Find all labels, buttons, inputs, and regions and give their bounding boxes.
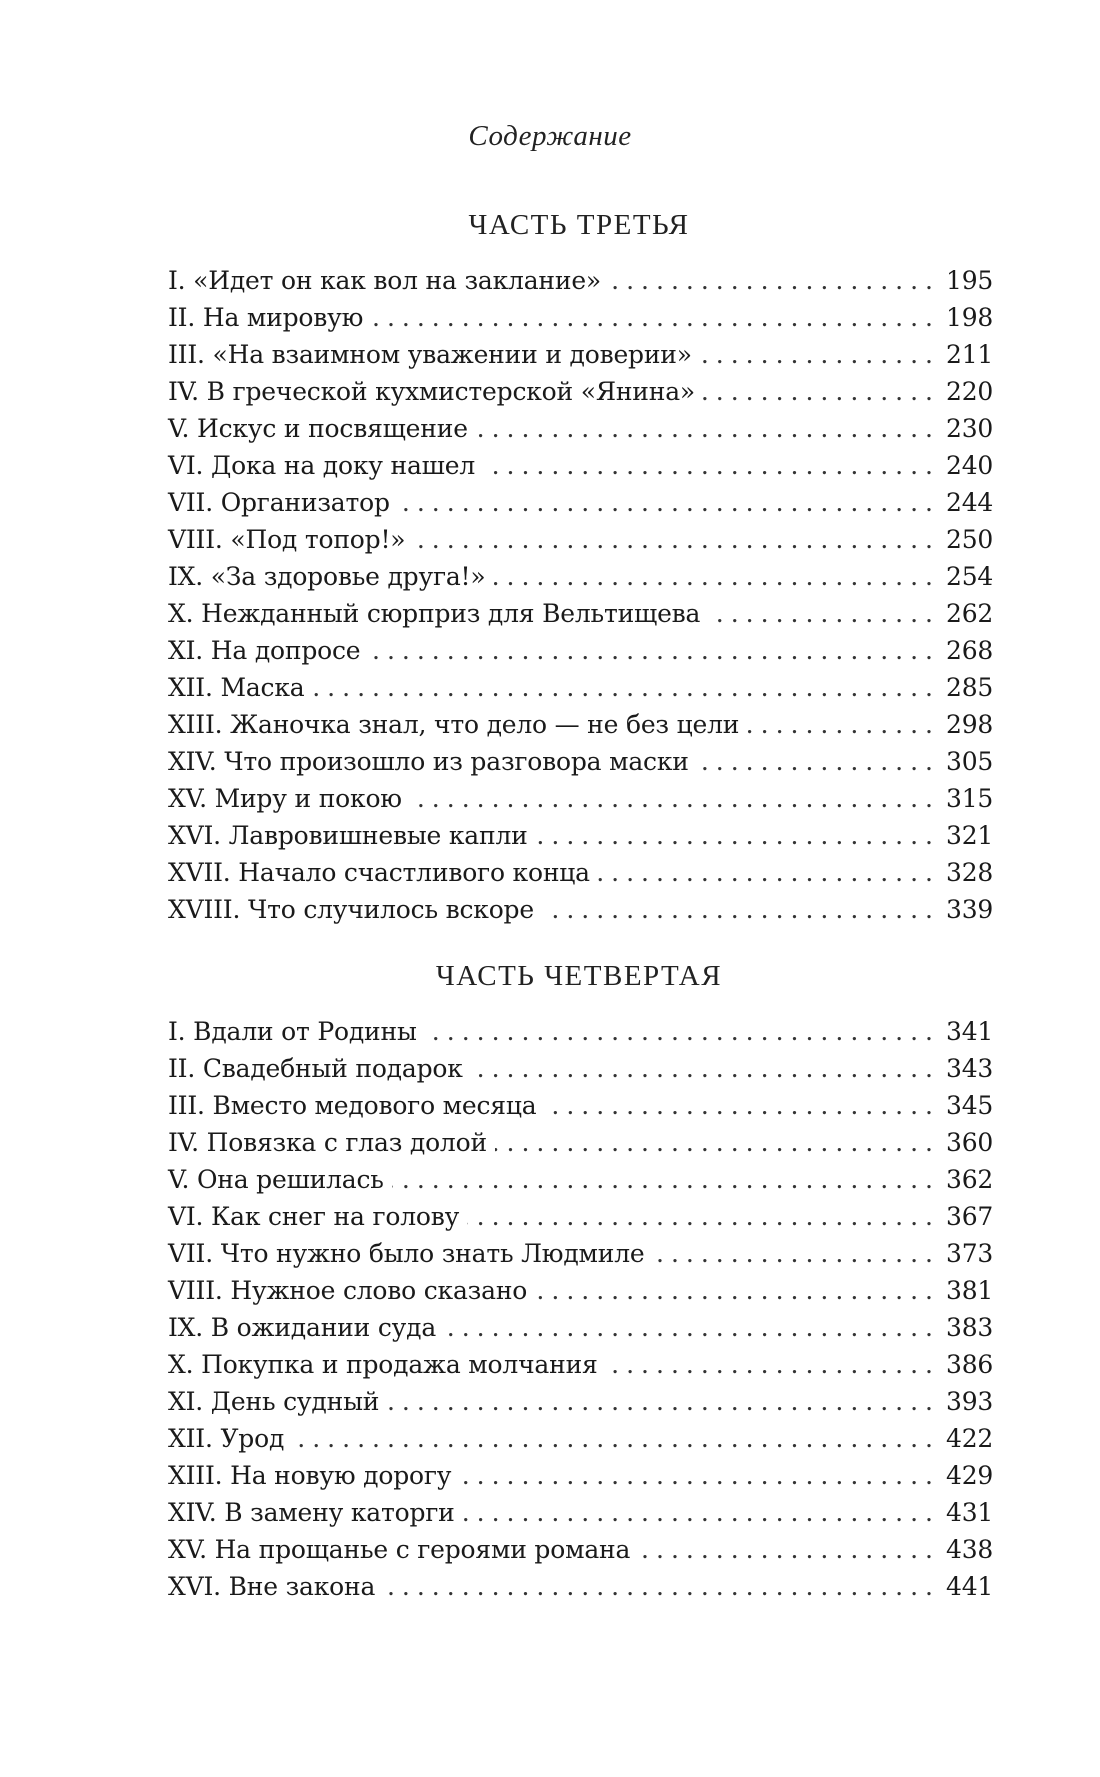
toc-entry-title: IX. «За здоровье друга!» [168,562,486,591]
toc-entry-title: XII. Маска [168,673,305,702]
toc-page-number: 254 [946,562,994,591]
dot-leader [697,743,940,780]
toc-entry[interactable] [168,1309,994,1346]
toc-page-number: 343 [946,1054,994,1083]
dot-leader [483,447,940,484]
toc-entry[interactable] [168,1087,994,1124]
dot-leader [638,1531,940,1568]
dot-leader [444,1309,940,1346]
toc-page-number: 244 [946,488,994,517]
toc-entry-title: VIII. Нужное слово сказано [168,1276,528,1305]
part-three-section [168,205,994,928]
toc-page-number: 438 [946,1535,994,1564]
dot-leader [368,632,940,669]
dot-leader [536,817,940,854]
dot-leader [398,484,940,521]
toc-page-number: 285 [946,673,994,702]
toc-entry-title: IV. В греческой кухмистерской «Янина» [168,377,696,406]
toc-entry-title: XVII. Начало счастливого конца [168,858,590,887]
toc-entry[interactable] [168,1124,994,1161]
part-four-section [168,956,994,1605]
dot-leader [495,1124,940,1161]
dot-leader [535,1272,940,1309]
toc-entry[interactable] [168,1420,994,1457]
toc-entry-title: VII. Организатор [168,488,390,517]
dot-leader [463,1494,940,1531]
toc-page-number: 345 [946,1091,994,1120]
toc-page-number: 315 [946,784,994,813]
toc-entry-title: VIII. «Под топор!» [168,525,406,554]
toc-entry-title: V. Она решилась [168,1165,384,1194]
toc-entry-title: XVIII. Что случилось вскоре [168,895,534,924]
toc-page-number: 422 [946,1424,994,1453]
toc-entry-title: XIII. На новую дорогу [168,1461,452,1490]
toc-entry-title: XIII. Жаночка знал, что дело — не без цели [168,710,740,739]
dot-leader [598,854,940,891]
dot-leader [747,706,940,743]
toc-page-number: 383 [946,1313,994,1342]
toc-page-number: 268 [946,636,994,665]
toc-entry-title: XVI. Лавровишневые капли [168,821,528,850]
toc-entry[interactable] [168,1272,994,1309]
toc-entry-title: IV. Повязка с глаз долой [168,1128,487,1157]
dot-leader [387,1383,940,1420]
toc-entry[interactable] [168,373,994,410]
toc-page-number: 441 [946,1572,994,1601]
dot-leader [459,1457,940,1494]
toc-entry[interactable] [168,1050,994,1087]
toc-page-number: 298 [946,710,994,739]
part-title: ЧАСТЬ ТРЕТЬЯ [468,209,690,241]
toc-entry[interactable] [168,410,994,447]
toc-entry-title: VI. Дока на доку нашел [168,451,476,480]
toc-entry-title: X. Нежданный сюрприз для Вельтищева [168,599,701,628]
toc-page-number: 429 [946,1461,994,1490]
toc-page-number: 305 [946,747,994,776]
part-title: ЧАСТЬ ЧЕТВЕРТАЯ [435,960,723,992]
toc-page-number: 250 [946,525,994,554]
toc-entry[interactable] [168,521,994,558]
toc-entry[interactable] [168,632,994,669]
toc-entry-title: IX. В ожидании суда [168,1313,437,1342]
dot-leader [471,1050,940,1087]
dot-leader [476,410,940,447]
toc-entry-title: XI. На допросе [168,636,361,665]
toc-entry[interactable] [168,854,994,891]
dot-leader [609,262,940,299]
toc-entry[interactable] [168,1235,994,1272]
dot-leader [542,891,940,928]
toc-page-number: 321 [946,821,994,850]
toc-entry-title: II. На мировую [168,303,364,332]
toc-page-number: 362 [946,1165,994,1194]
toc-entry[interactable] [168,299,994,336]
dot-leader [425,1013,940,1050]
running-head: Содержание [468,120,632,152]
dot-leader [700,336,940,373]
toc-page-number: 393 [946,1387,994,1416]
toc-entry-title: II. Свадебный подарок [168,1054,463,1083]
toc-entry[interactable] [168,706,994,743]
toc-page-number: 328 [946,858,994,887]
toc-page-number: 230 [946,414,994,443]
toc-entry-title: VII. Что нужно было знать Людмиле [168,1239,645,1268]
toc-entry[interactable] [168,262,994,299]
toc-entry-title: XIV. В замену каторги [168,1498,455,1527]
toc-entry[interactable] [168,1013,994,1050]
toc-entry-title: X. Покупка и продажа молчания [168,1350,598,1379]
toc-entry[interactable] [168,817,994,854]
toc-entry[interactable] [168,1161,994,1198]
toc-entry[interactable] [168,891,994,928]
toc-entry[interactable] [168,1457,994,1494]
toc-entry-title: XI. День судный [168,1387,380,1416]
toc-page-number: 341 [946,1017,994,1046]
toc-entry-title: I. Вдали от Родины [168,1017,417,1046]
dot-leader [708,595,940,632]
toc-entry[interactable] [168,780,994,817]
toc-entry[interactable] [168,1494,994,1531]
dot-leader [467,1198,940,1235]
dot-leader [413,521,940,558]
toc-page-number: 240 [946,451,994,480]
toc-entry-title: XII. Урод [168,1424,285,1453]
dot-leader [312,669,940,706]
toc-entry-title: VI. Как снег на голову [168,1202,460,1231]
toc-entry-list [168,262,994,928]
dot-leader [606,1346,940,1383]
toc-entry-title: I. «Идет он как вол на заклание» [168,266,602,295]
dot-leader [410,780,940,817]
toc-entry-title: XVI. Вне закона [168,1572,376,1601]
toc-entry[interactable] [168,1568,994,1605]
dot-leader [392,1161,940,1198]
toc-entry-title: III. «На взаимном уважении и доверии» [168,340,692,369]
toc-page-number: 360 [946,1128,994,1157]
toc-entry[interactable] [168,1346,994,1383]
toc-entry[interactable] [168,447,994,484]
toc-entry-title: III. Вместо медового месяца [168,1091,537,1120]
toc-entry[interactable] [168,1531,994,1568]
toc-page-number: 367 [946,1202,994,1231]
toc-page-number: 431 [946,1498,994,1527]
toc-page-number: 339 [946,895,994,924]
toc-entry[interactable] [168,484,994,521]
toc-entry[interactable] [168,1198,994,1235]
dot-leader [653,1235,940,1272]
dot-leader [371,299,940,336]
toc-entry-list [168,1013,994,1605]
dot-leader [703,373,940,410]
toc-entry[interactable] [168,669,994,706]
toc-page-number: 262 [946,599,994,628]
dot-leader [292,1420,940,1457]
toc-entry[interactable] [168,558,994,595]
dot-leader [494,558,940,595]
toc-entry[interactable] [168,336,994,373]
toc-page-number: 381 [946,1276,994,1305]
toc-page-number: 195 [946,266,994,295]
toc-page-number: 373 [946,1239,994,1268]
dot-leader [544,1087,940,1124]
toc-page-number: 386 [946,1350,994,1379]
dot-leader [383,1568,940,1605]
toc-page-number: 211 [946,340,994,369]
toc-page-number: 220 [946,377,994,406]
toc-entry-title: XV. Миру и покою [168,784,402,813]
toc-page-number: 198 [946,303,994,332]
toc-entry-title: XIV. Что произошло из разговора маски [168,747,689,776]
toc-entry[interactable] [168,1383,994,1420]
toc-entry-title: V. Искус и посвящение [168,414,468,443]
toc-entry[interactable] [168,743,994,780]
toc-entry-title: XV. На прощанье с героями романа [168,1535,631,1564]
toc-entry[interactable] [168,595,994,632]
